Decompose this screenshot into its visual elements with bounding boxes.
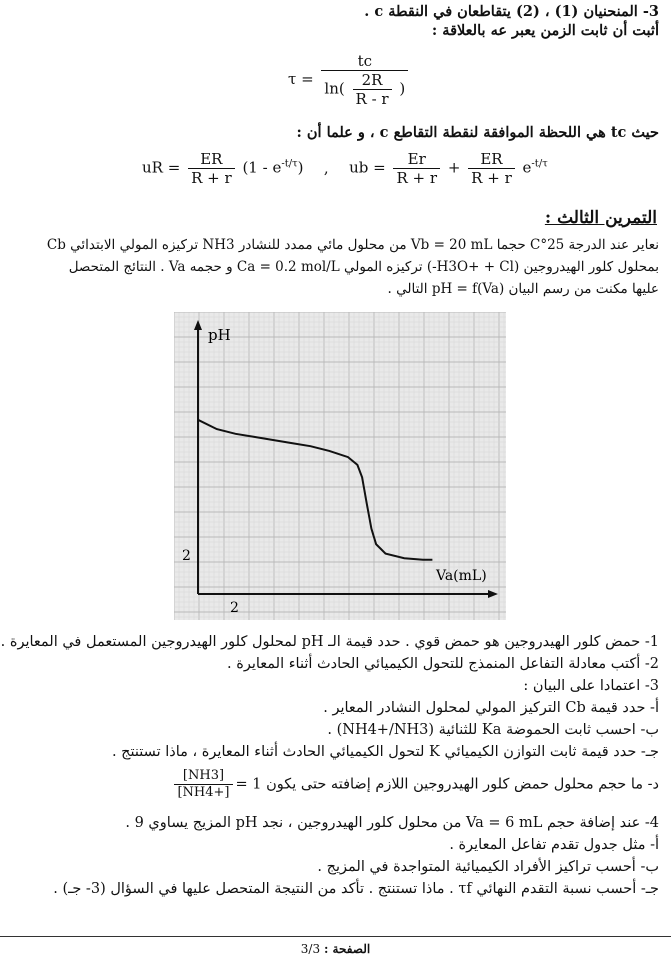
question-3d bbox=[12, 768, 659, 801]
ratio-eq: = 1 bbox=[235, 776, 262, 793]
tau-inner-den: R - r bbox=[355, 90, 389, 108]
titration-chart bbox=[174, 312, 506, 620]
intro-line-1: 3- المنحنيان (1) ، (2) يتقاطعان في النقطة c . bbox=[364, 3, 659, 20]
ratio-num: [NH3] bbox=[174, 768, 232, 785]
tau-numerator: tc bbox=[321, 52, 408, 71]
ln-close: ) bbox=[399, 79, 406, 98]
ub-den-1: R + r bbox=[396, 169, 438, 187]
voltage-formulas bbox=[142, 150, 548, 187]
intro-line-2: أثبت أن ثابت الزمن يعبر عه بالعلاقة : bbox=[431, 22, 659, 39]
tau-inner-num: 2R bbox=[353, 71, 392, 90]
page-footer bbox=[0, 942, 671, 956]
question-1: 1- حمض كلور الهيدروجين هو حمض قوي . حدد قيمة الـ pH لمحلول كلور الهيدروجين المستعمل في المعايرة . bbox=[0, 634, 659, 650]
ub-exponent: -t/τ bbox=[531, 158, 548, 170]
question-3c: جـ- حدد قيمة ثابت التوازن الكيميائي K لتحول الكيميائي الحادث أثناء المعايرة ، ماذا تستنتج . bbox=[111, 744, 659, 760]
exercise-3-title: التمرين الثالث : bbox=[544, 208, 657, 228]
ub-fraction-1 bbox=[393, 150, 440, 187]
question-2: 2- أكتب معادلة التفاعل المنمذج للتحول الكيميائي الحادث أثناء المعايرة . bbox=[227, 656, 659, 672]
exercise-3-p2: بمحلول كلور الهيدروجين (H3O+ + Cl-) تركيزه المولي Ca = 0.2 mol/L و حجمه Va . النتائج المتحصل bbox=[68, 259, 659, 275]
tau-lhs: τ = bbox=[288, 70, 314, 88]
question-4b: ب- أحسب تراكيز الأفراد الكيميائية المتواجدة في المزيج . bbox=[317, 859, 659, 875]
x-tick-label: 2 bbox=[230, 600, 239, 616]
exercise-3-p3: عليها مكنت من رسم البيان pH = f(Va) التالي . bbox=[387, 281, 659, 297]
question-3a: أ- حدد قيمة Cb التركيز المولي لمحلول النشادر المعاير . bbox=[323, 700, 659, 716]
question-4c: جـ- أحسب نسبة التقدم النهائي τf . ماذا تستنتج . تأكد من النتيجة المتحصل عليها في السؤال (3- جـ) . bbox=[53, 881, 659, 897]
uR-exponent: -t/τ bbox=[281, 158, 298, 170]
ub-num-1: Er bbox=[393, 150, 440, 169]
ln-open: ln( bbox=[324, 79, 345, 98]
uR-fraction bbox=[188, 150, 235, 187]
tau-denominator bbox=[321, 71, 408, 108]
intro-line-3: حيث tc هي اللحظة الموافقة لنقطة التقاطع c ، و علما أن : bbox=[296, 124, 659, 141]
x-axis-label: Va(mL) bbox=[436, 568, 487, 584]
y-tick-label: 2 bbox=[182, 548, 191, 564]
ub-e: e bbox=[522, 158, 532, 177]
ub-plus: + bbox=[447, 158, 461, 177]
tau-formula bbox=[288, 52, 411, 108]
ub-lhs: ub = bbox=[349, 158, 386, 177]
ub-den-2: R + r bbox=[471, 169, 512, 187]
uR-tail: (1 - e bbox=[242, 158, 282, 177]
formula-separator: , bbox=[323, 158, 329, 177]
ratio-expression bbox=[171, 768, 261, 801]
question-3b: ب- احسب ثابت الحموضة Ka للثنائية (NH4+/NH3) . bbox=[327, 722, 659, 738]
exercise-3-p1: نعاير عند الدرجة 25°C حجما Vb = 20 mL من محلول مائي ممدد للنشادر NH3 تركيزه المولي الابتدائي Cb bbox=[46, 237, 659, 253]
tau-fraction bbox=[321, 52, 408, 108]
uR-lhs: uR = bbox=[142, 158, 181, 177]
question-3: 3- اعتمادا على البيان : bbox=[523, 678, 659, 694]
uR-den: R + r bbox=[191, 169, 232, 187]
uR-num: ER bbox=[188, 150, 235, 169]
ub-num-2: ER bbox=[468, 150, 515, 169]
y-axis-label: pH bbox=[208, 326, 231, 344]
question-4a: أ- مثل جدول تقدم تفاعل المعايرة . bbox=[449, 837, 659, 853]
uR-close: ) bbox=[297, 158, 304, 177]
ub-fraction-2 bbox=[468, 150, 515, 187]
ratio-den: [NH4+] bbox=[177, 785, 230, 800]
tau-inner-fraction bbox=[353, 71, 392, 108]
page-label: الصفحة : bbox=[323, 942, 371, 956]
question-3d-text: د- ما حجم محلول حمض كلور الهيدروجين اللازم إضافته حتى يكون bbox=[266, 776, 659, 793]
page-number: 3/3 bbox=[300, 942, 321, 956]
question-4: 4- عند إضافة حجم Va = 6 mL من محلول كلور الهيدروجين ، نجد pH المزيج يساوي 9 . bbox=[125, 815, 659, 831]
footer-divider bbox=[0, 936, 671, 937]
ratio-fraction bbox=[174, 768, 232, 801]
